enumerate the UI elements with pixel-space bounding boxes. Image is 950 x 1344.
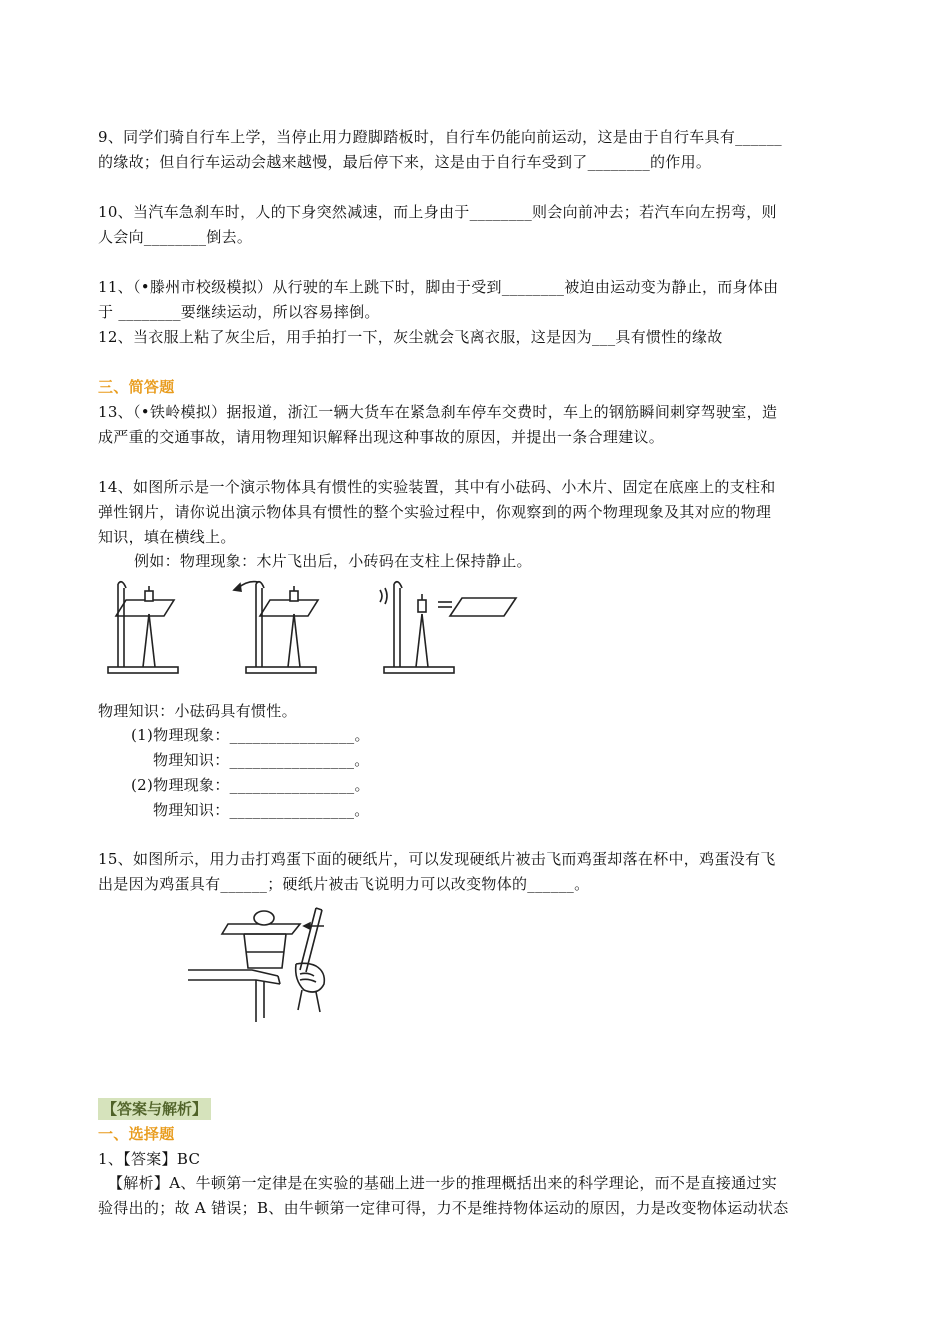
q10-line2: 人会向________倒去。 (98, 228, 253, 246)
q11-line1: 11、（•滕州市校级模拟）从行驶的车上跳下时，脚由于受到________被迫由运动变为静止，而身体由 (98, 278, 779, 296)
q9-line2: 的缘故；但自行车运动会越来越慢，最后停下来，这是由于自行车受到了________的作用。 (98, 153, 712, 171)
answer1-explanation-line2: 验得出的；故 A 错误；B、由牛顿第一定律可得，力不是维持物体运动的原因，力是改变物体运动状态 (98, 1199, 789, 1217)
q9-line1: 9、同学们骑自行车上学，当停止用力蹬脚踏板时，自行车仍能向前运动，这是由于自行车具有______ (98, 128, 782, 146)
q14-knowledge-example: 物理知识：小砝码具有惯性。 (98, 702, 297, 720)
q15-line2: 出是因为鸡蛋具有______；硬纸片被击飞说明力可以改变物体的______。 (98, 875, 590, 893)
inertia-apparatus-figure (98, 574, 528, 684)
q14-part1-knowledge: 物理知识：________________。 (153, 751, 370, 769)
q14-line1: 14、如图所示是一个演示物体具有惯性的实验装置，其中有小砝码、小木片、固定在底座上的支柱和 (98, 478, 776, 496)
q13-line1: 13、（•铁岭模拟）据报道，浙江一辆大货车在紧急刹车停车交费时，车上的钢筋瞬间刺穿驾驶室，造 (98, 403, 778, 421)
answer1-label: 1、【答案】BC (98, 1150, 201, 1168)
answer1-explanation-line1: 【解析】A、牛顿第一定律是在实验的基础上进一步的推理概括出来的科学理论，而不是直接通过实 (108, 1174, 778, 1192)
q14-part2-phenomenon: (2)物理现象：________________。 (131, 776, 370, 794)
q15-line1: 15、如图所示，用力击打鸡蛋下面的硬纸片，可以发现硬纸片被击飞而鸡蛋却落在杯中，鸡蛋没有飞 (98, 850, 776, 868)
section-title-short-answer: 三、简答题 (98, 378, 175, 396)
answers-section-title: 一、选择题 (98, 1125, 175, 1143)
egg-card-cup-figure (182, 900, 342, 1025)
answers-header: 【答案与解析】 (98, 1098, 211, 1120)
q14-part2-knowledge: 物理知识：________________。 (153, 801, 370, 819)
q14-line2: 弹性钢片，请你说出演示物体具有惯性的整个实验过程中，你观察到的两个物理现象及其对应的物理 (98, 503, 772, 521)
q14-part1-phenomenon: (1)物理现象：________________。 (131, 726, 370, 744)
q11-line2: 于 ________要继续运动，所以容易摔倒。 (98, 303, 380, 321)
q14-example: 例如：物理现象：木片飞出后，小砖码在支柱上保持静止。 (134, 552, 532, 570)
q10-line1: 10、当汽车急刹车时，人的下身突然减速，而上身由于________则会向前冲去；若汽车向左拐弯，则 (98, 203, 777, 221)
q12-line1: 12、当衣服上粘了灰尘后，用手拍打一下，灰尘就会飞离衣服，这是因为___具有惯性的缘故 (98, 328, 723, 346)
q13-line2: 成严重的交通事故，请用物理知识解释出现这种事故的原因，并提出一条合理建议。 (98, 428, 665, 446)
q14-line3: 知识，填在横线上。 (98, 528, 236, 546)
